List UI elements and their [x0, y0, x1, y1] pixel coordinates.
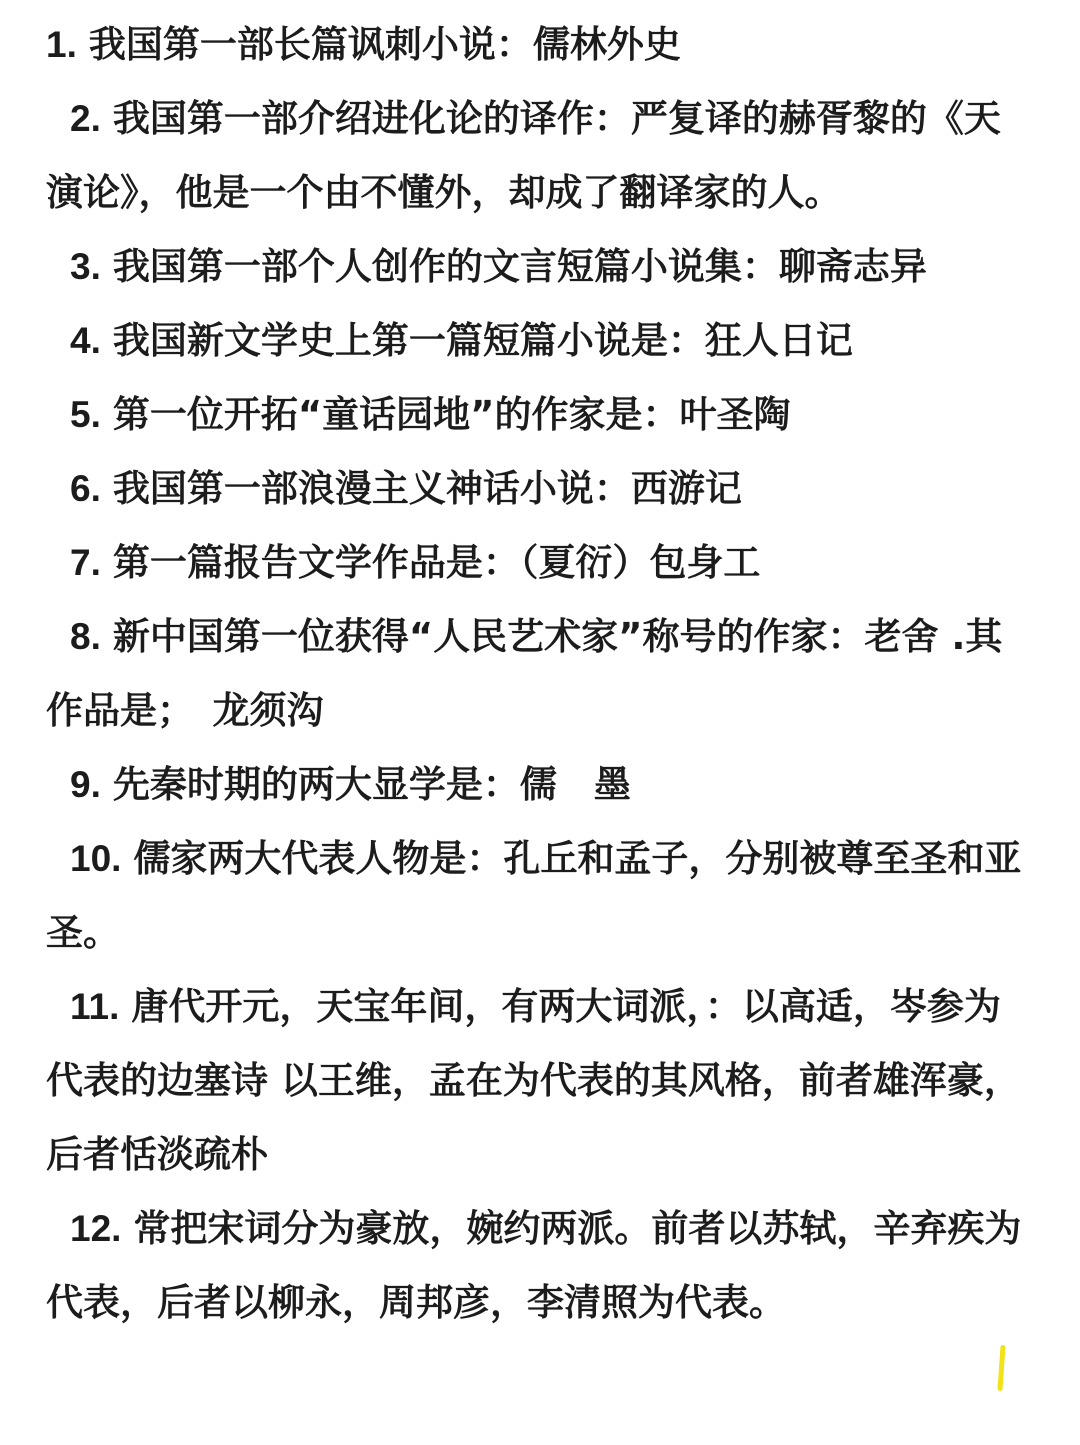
item-text: 第一篇报告文学作品是：（夏衍）包身工: [112, 541, 761, 584]
item-text: 我国第一部介绍进化论的译作：严复译的赫胥黎的《天演论》，他是一个由不懂外，却成了翻译家的人。: [46, 97, 1001, 214]
item-text: 新中国第一位获得“人民艺术家”称号的作家：老舍 .其作品是； 龙须沟: [46, 615, 1003, 732]
item-text: 儒家两大代表人物是：孔丘和孟子，分别被尊至圣和亚圣。: [46, 837, 1022, 954]
item-number: 7.: [70, 542, 101, 583]
item-text: 第一位开拓“童话园地”的作家是：叶圣陶: [112, 393, 791, 436]
list-item: [46, 304, 1036, 378]
list-item: [46, 230, 1036, 304]
item-text: 我国第一部长篇讽刺小说：儒林外史: [88, 23, 681, 66]
list-item: [46, 822, 1036, 970]
item-number: 8.: [70, 616, 101, 657]
list-item: [46, 748, 1036, 822]
item-number: 1.: [46, 24, 77, 65]
document-body: [46, 8, 1036, 1340]
list-item: [46, 378, 1036, 452]
item-text: 唐代开元，天宝年间，有两大词派，：以高适，岑参为代表的边塞诗 以王维，孟在为代表的其风格，前者雄浑豪，后者恬淡疏朴: [46, 985, 1021, 1176]
item-text: 常把宋词分为豪放，婉约两派。前者以苏轼，辛弃疾为代表，后者以柳永，周邦彦，李清照为代表。: [46, 1207, 1022, 1324]
item-number: 6.: [70, 468, 101, 509]
item-number: 2.: [70, 98, 101, 139]
item-number: 12.: [70, 1208, 122, 1249]
item-number: 4.: [70, 320, 101, 361]
item-text: 我国新文学史上第一篇短篇小说是：狂人日记: [112, 319, 853, 362]
item-text: 我国第一部浪漫主义神话小说：西游记: [112, 467, 742, 510]
item-text: 先秦时期的两大显学是：儒 墨: [112, 763, 631, 806]
item-number: 10.: [70, 838, 122, 879]
list-item: [46, 82, 1036, 230]
item-number: 5.: [70, 394, 101, 435]
list-item: [46, 452, 1036, 526]
list-item: [46, 526, 1036, 600]
item-number: 11.: [70, 986, 120, 1027]
list-item: [46, 1192, 1036, 1340]
list-item: [46, 600, 1036, 748]
item-number: 3.: [70, 246, 101, 287]
text-cursor-mark: [997, 1345, 1005, 1391]
list-item: [46, 970, 1036, 1192]
list-item: [46, 8, 1036, 82]
item-number: 9.: [70, 764, 101, 805]
item-text: 我国第一部个人创作的文言短篇小说集：聊斋志异: [112, 245, 927, 288]
